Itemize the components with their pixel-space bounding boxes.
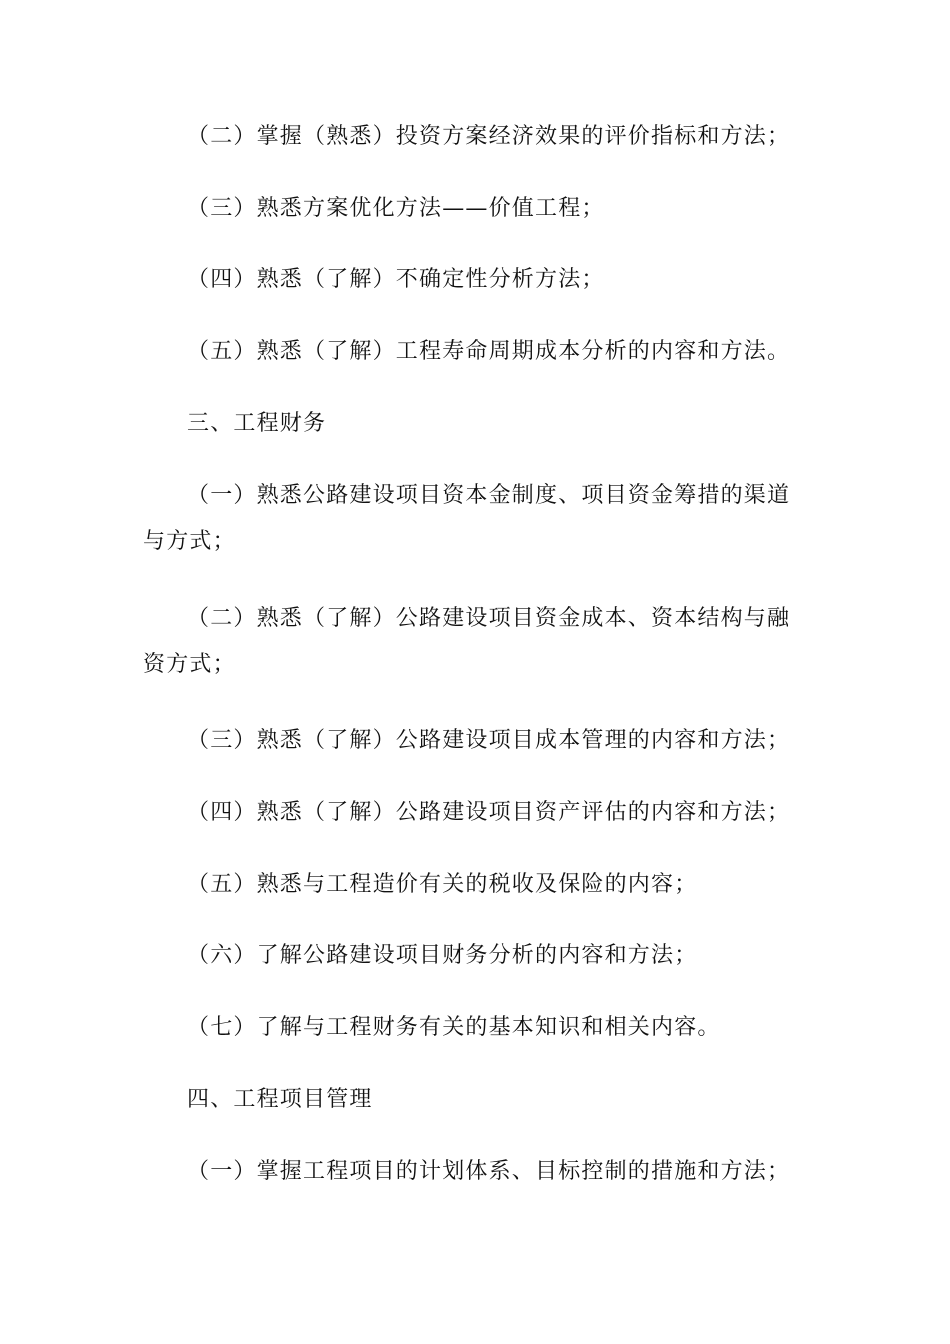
paragraph-finance-item-7: （七）了解与工程财务有关的基本知识和相关内容。 xyxy=(187,1015,721,1040)
paragraph-finance-item-6: （六）了解公路建设项目财务分析的内容和方法； xyxy=(187,943,698,968)
paragraph-item-5-lifecycle-cost: （五）熟悉（了解）工程寿命周期成本分析的内容和方法。 xyxy=(187,339,791,364)
section-heading-project-management: 四、工程项目管理 xyxy=(187,1087,373,1112)
paragraph-finance-item-1: （一）熟悉公路建设项目资本金制度、项目资金筹措的渠道与方式； xyxy=(143,483,791,554)
paragraph-item-3-value-engineering: （三）熟悉方案优化方法——价值工程； xyxy=(187,196,605,221)
paragraph-finance-item-2: （二）熟悉（了解）公路建设项目资金成本、资本结构与融资方式； xyxy=(143,606,791,677)
paragraph-item-4-uncertainty: （四）熟悉（了解）不确定性分析方法； xyxy=(187,267,605,292)
paragraph-item-2-evaluation: （二）掌握（熟悉）投资方案经济效果的评价指标和方法； xyxy=(187,124,791,149)
section-heading-engineering-finance: 三、工程财务 xyxy=(187,411,327,436)
paragraph-finance-item-5: （五）熟悉与工程造价有关的税收及保险的内容； xyxy=(187,872,698,897)
paragraph-finance-item-4: （四）熟悉（了解）公路建设项目资产评估的内容和方法； xyxy=(187,800,791,825)
paragraph-finance-item-3: （三）熟悉（了解）公路建设项目成本管理的内容和方法； xyxy=(187,728,791,753)
paragraph-management-item-1: （一）掌握工程项目的计划体系、目标控制的措施和方法； xyxy=(187,1159,791,1184)
